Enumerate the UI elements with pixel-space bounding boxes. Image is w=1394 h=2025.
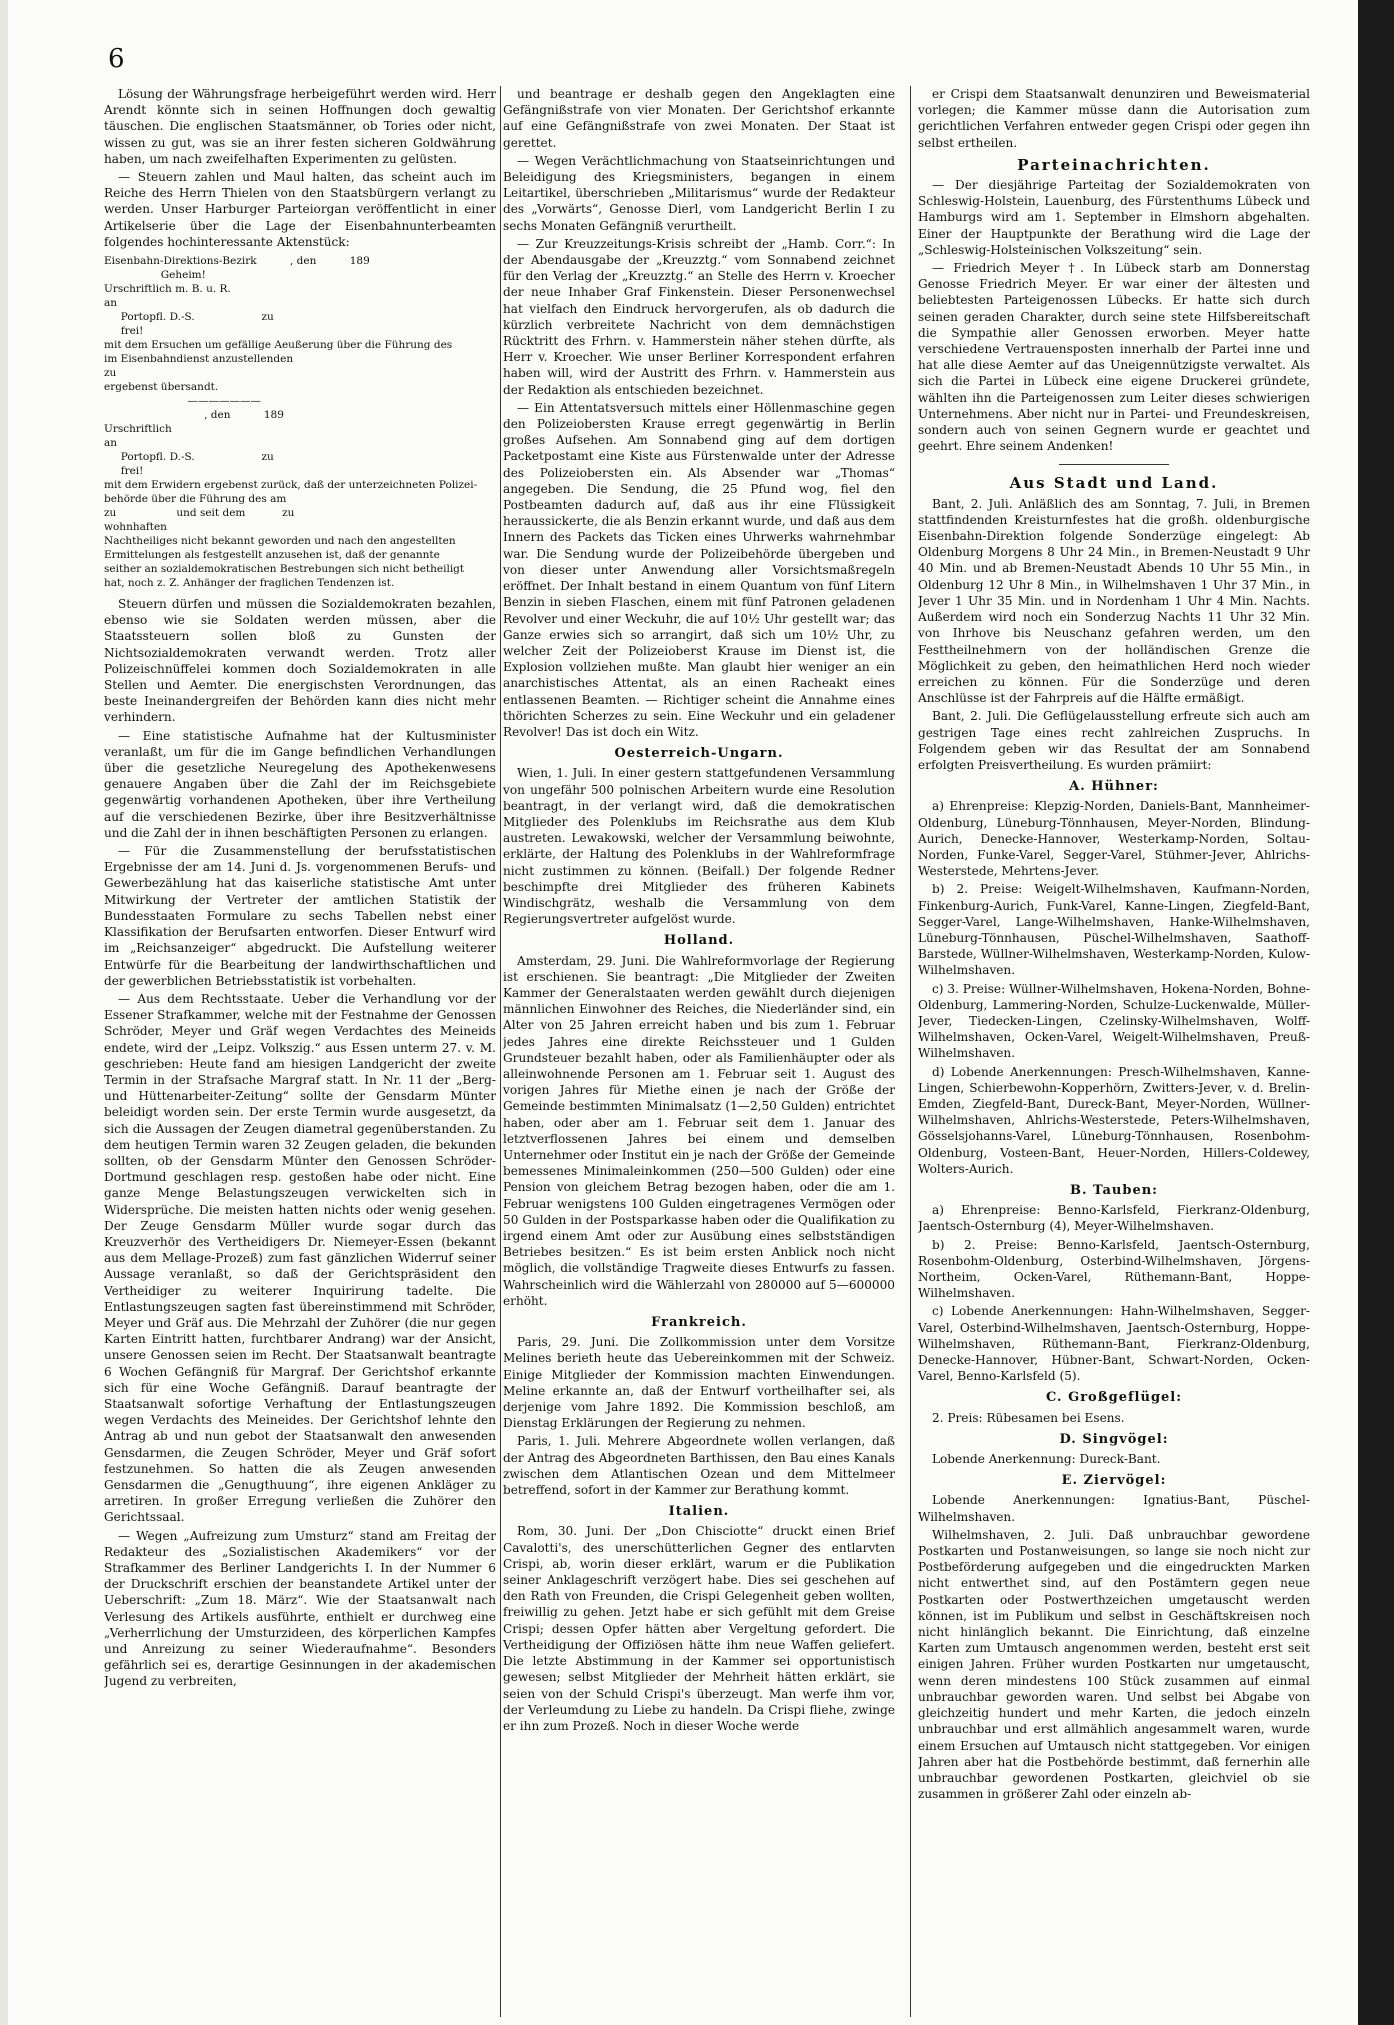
article-paragraph: — Zur Kreuzzeitungs-Krisis schreibt der „Hamb. Corr.“: In der Abendausgabe der „Kreuzztg.“ vom Sonnabend zeichnet für den Verlag der „Kreuzztg.“ an Stelle des Herrn v. Kroecher der neue Inhaber Graf Finkenstein. Dieser Personenwechsel hat vielfach den Eindruck hervorgerufen, als ob dadurch die kürzlich verbreitete Nachricht von dem demnächstigen Rücktritt des Frhrn. v. Hammerstein näher stehen dürfte, als Herr v. Kroecher. Wie unser Berliner Korrespondent erfahren haben will, wird der Austritt des Frhrn. v. Hammerstein aus der Redaktion als entschieden bezeichnet. (503, 236, 895, 397)
prize-entry: c) 3. Preise: Wüllner-Wilhelmshaven, Hokena-Norden, Bohne-Oldenburg, Lammering-Norden, Schulze-Luckenwalde, Müller-Jever, Tiedecken-Lingen, Czelinsky-Wilhelmshaven, Wolff-Wilhelmshaven, Ocken-Varel, Weigelt-Wilhelmshaven, Preuß-Wilhelmshaven. (918, 981, 1310, 1061)
article-paragraph: — Für die Zusammenstellung der berufsstatistischen Ergebnisse der am 14. Juni d. Js. vorgenommenen Berufs- und Gewerbezählung hat das kaiserliche statistische Amt unter Mitwirkung der Vertreter der amtlichen Statistik der Bundesstaaten Formulare zu sechs Tabellen nebst einer Klassifikation der Berufsarten entworfen. Dieser Entwurf wird im „Reichsanzeiger“ abgedruckt. Die Aufstellung weiterer Entwürfe für die Bearbeitung der landwirthschaftlichen und der gewerblichen Betriebsstatistik ist vorbehalten. (104, 844, 496, 988)
subsection-heading: E. Ziervögel: (1061, 1473, 1167, 1489)
article-paragraph: — Aus dem Rechtsstaate. Ueber die Verhandlung vor der Essener Strafkammer, welche mit der Festnahme der Genossen Schröder, Meyer und Gräf wegen Verdachtes des Meineids endete, wird der „Leipz. Volkszig.“ aus Essen unterm 27. v. M. geschrieben: Heute fand am hiesigen Landgericht der zweite Termin in der Strafsache Margraf statt. In Nr. 11 der „Berg- und Hüttenarbeiter-Zeitung“ sollte der Gensdarm Münter beleidigt worden sein. Der erste Termin wurde ausgesetzt, da sich die Aussagen der Zeugen diametral gegenüberstanden. Zu dem heutigen Termin waren 32 Zeugen geladen, die bekunden sollten, ob der Gensdarm Münter den Genossen Schröder-Dortmund geschlagen resp. gestoßen habe oder nicht. Eine ganze Menge Belastungszeugen verwickelten sich in Widersprüche. Die meisten hatten nichts oder wenig gesehen. Der Zeuge Gensdarm Müller wurde sogar durch das Kreuzverhör des Vertheidigers Dr. Niemeyer-Essen (bekannt aus dem Mellage-Prozeß) zum fast gänzlichen Widerruf seiner Aussage veranlaßt, so daß der Gerichtspräsident den Vertheidiger zu weiterer Inquirirung tadelte. Die Entlastungszeugen sagten fast übereinstimmend mit Schröder, Meyer und Gräf aus. Die Mehrzahl der Zuhörer (die nur gegen Karten Eintritt hatten, furchtbarer Andrang) war der Ansicht, unsere Genossen seien im Recht. Der Staatsanwalt beantragte 6 Wochen Gefängniß für Margraf. Der Gerichtshof erkannte sich für eine Woche Gefängniß. Darauf beantragte der Staatsanwalt sofortige Verhaftung der Entlastungszeugen wegen Verdachts des Meineides. Der Gerichtshof lehnte den Antrag ab und nun gebot der Staatsanwalt den anwesenden Gensdarmen, die Zeugen Schröder, Meyer und Gräf sofort festzunehmen. So hatten die als Zeugen anwesenden Gensdarmen die „Genugthuung“, ihre eigenen Ankläger zu arretiren. In großer Erregung verließen die Zuhörer den Gerichtssaal. (104, 991, 496, 1525)
article-paragraph: Bant, 2. Juli. Anläßlich des am Sonntag, 7. Juli, in Bremen stattfindenden Kreisturnfestes hat die großh. oldenburgische Eisenbahn-Direktion folgende Sonderzüge eingelegt: Ab Oldenburg Morgens 8 Uhr 24 Min., in Bremen-Neustadt 9 Uhr 40 Min. und ab Bremen-Neustadt Abends 10 Uhr 55 Min., in Oldenburg 12 Uhr 8 Min., in Wilhelmshaven 1 Uhr 37 Min., in Jever 1 Uhr 35 Min. und in Nordenham 1 Uhr 4 Min. Nachts. Außerdem wird noch ein Sonderzug Nachts 11 Uhr 32 Min. von Ihrhove bis Neuschanz gefahren werden, um den Festtheilnehmern von der holländischen Grenze die Möglichkeit zu geben, den heimathlichen Herd noch wieder erreichen zu können. Für die Sonderzüge und deren Anschlüsse ist der Fahrpreis auf die Hälfte ermäßigt. (918, 496, 1310, 706)
scan-left-margin (0, 0, 8, 2025)
form-line: frei! (104, 465, 144, 478)
subsection-heading: D. Singvögel: (1059, 1431, 1169, 1447)
document-form (104, 254, 496, 590)
form-line: , den 189 (104, 409, 284, 422)
subsection-heading: B. Tauben: (1070, 1183, 1158, 1198)
form-line: Urschriftlich (104, 423, 172, 436)
form-line: Portopfl. D.-S. zu (104, 311, 274, 324)
form-line: Portopfl. D.-S. zu (104, 451, 274, 464)
prize-list (918, 798, 1310, 1177)
prize-entry: a) Ehrenpreise: Klepzig-Norden, Daniels-Bant, Mannheimer-Oldenburg, Lüneburg-Tönnhausen, Meyer-Norden, Blindung-Aurich, Denecke-Hannover, Westerkamp-Norden, Soltau-Norden, Funke-Varel, Segger-Varel, Stühmer-Jever, Ahlrichs-Westerstede, Mehrtens-Jever. (918, 799, 1310, 879)
prize-list (918, 1451, 1310, 1467)
column-rule (500, 86, 501, 2017)
form-line: Nachtheiliges nicht bekannt geworden und nach den angestellten (104, 535, 456, 548)
prize-entry: b) 2. Preise: Weigelt-Wilhelmshaven, Kaufmann-Norden, Finkenburg-Aurich, Funk-Varel, Kanne-Lingen, Ziegfeld-Bant, Segger-Varel, Lange-Wilhelmshaven, Hanke-Wilhelmshaven, Lüneburg-Tönnhausen, Püschel-Wilhelmshaven, Saathoff-Barstede, Wüllner-Wilhelmshaven, Westerkamp-Norden, Kulow-Wilhelmshaven. (918, 882, 1310, 978)
subsection-heading: A. Hühner: (1069, 779, 1159, 795)
article-paragraph: — Steuern zahlen und Maul halten, das scheint auch im Reiche des Herrn Thielen von den Staatsbürgern verlangt zu werden. Unser Harburger Parteiorgan veröffentlicht in einer Artikelserie über die Lage der Eisenbahnunterbeamten folgendes hochinteressante Aktenstück: (104, 170, 496, 249)
prize-entry: 2. Preis: Rübesamen bei Esens. (932, 1410, 1125, 1425)
divider (1059, 464, 1169, 465)
form-line: seither an sozialdemokratischen Bestrebungen sich nicht betheiligt (104, 563, 465, 576)
section-heading: Frankreich. (651, 1315, 747, 1331)
section-heading: Holland. (663, 933, 735, 949)
section-heading: Italien. (668, 1504, 730, 1520)
article-paragraph: — Wegen „Aufreizung zum Umsturz“ stand am Freitag der Redakteur des „Sozialistischen Akademikers“ vor der Strafkammer des Berliner Landgerichts I. In der Nummer 6 der Druckschrift erschien der beanstandete Artikel unter der Ueberschrift: „Zum 18. März“. Wie der Staatsanwalt nach Verlesung des Artikels ausführte, enthielt er durchweg eine „Verherrlichung der Umsturzideen, des körperlichen Kampfes und Anreizung zu seiner Wiederaufnahme“. Besonders gefährlich sei es, derartige Gesinnungen in der akademischen Jugend zu verbreiten, (104, 1528, 496, 1689)
column-1 (104, 86, 496, 2017)
prize-entry: Lobende Anerkennung: Dureck-Bant. (932, 1452, 1161, 1467)
prize-entry: a) Ehrenpreise: Benno-Karlsfeld, Fierkranz-Oldenburg, Jaentsch-Osternburg (4), Meyer-Wilhelmshaven. (918, 1203, 1310, 1234)
section-heading: Oesterreich-Ungarn. (614, 746, 784, 762)
article-paragraph: Paris, 29. Juni. Die Zollkommission unter dem Vorsitze Melines berieth heute das Uebereinkommen mit der Schweiz. Einige Mitglieder der Kommission machten Einwendungen. Meline erkannte an, daß der Entwurf vortheilhafter sei, als derjenige vom Jahre 1892. Die Kommission beschloß, am Dienstag Erklärungen der Regierung zu nehmen. (503, 1335, 895, 1431)
article-paragraph: Amsterdam, 29. Juni. Die Wahlreformvorlage der Regierung ist erschienen. Sie beantragt: „Die Mitglieder der Zweiten Kammer der Generalstaaten werden gewählt durch diejenigen männlichen Einwohner des Reiches, die Niederländer sind, ein Alter von 25 Jahren erreicht haben und bis zum 1. Februar jedes Jahres eine direkte Reichssteuer und 1 Gulden Grundsteuer bezahlt haben, oder als Familienhäupter oder als alleinwohnende Personen am 1. Februar seit 1. August des vorigen Jahres für Miethe einen je nach der Größe der Gemeinde bestimmten Minimalsatz (1—2,50 Gulden) entrichtet haben, oder aber am 1. Februar seit dem 1. Januar des letztverflossenen Jahres bei einem und demselben Unternehmer oder Institut ein je nach der Größe der Gemeinde bemessenes Minimaleinkommen (250—500 Gulden) oder eine Pension von gleichem Betrag bezogen haben, oder die am 1. Februar wenigstens 100 Gulden eingetragenes Vermögen oder 50 Gulden in der Postsparkasse haben oder die Qualifikation zu irgend einem Amt oder zur Ausübung eines selbstständigen Betriebes besitzen.“ Es ist beim ersten Anblick noch nicht möglich, die vollständige Tragweite dieses Entwurfs zu fassen. Wahrscheinlich wird die Wählerzahl von 280000 auf 5—600000 erhöht. (503, 953, 895, 1308)
form-line: mit dem Ersuchen um gefällige Aeußerung über die Führung des (104, 339, 453, 352)
form-line: mit dem Erwidern ergebenst zurück, daß der unterzeichneten Polizei- (104, 479, 478, 492)
prize-entry: b) 2. Preise: Benno-Karlsfeld, Jaentsch-Osternburg, Rosenbohm-Oldenburg, Osterbind-Wilhelmshaven, Jörgens-Northeim, Ocken-Varel, Rüthemann-Bant, Hoppe-Wilhelmshaven. (918, 1237, 1310, 1301)
column-rule (910, 86, 911, 2017)
article-paragraph: — Wegen Verächtlichmachung von Staatseinrichtungen und Beleidigung des Kriegsministers, begangen in einem Leitartikel, überschrieben „Militarismus“ wurde der Redakteur des „Vorwärts“, Genosse Dierl, vom Landgericht Berlin I zu sechs Monaten Gefängniß verurtheilt. (503, 153, 895, 233)
prize-entry: d) Lobende Anerkennungen: Presch-Wilhelmshaven, Kanne-Lingen, Schierbewohn-Kopperhörn, Zwitters-Jever, v. d. Brelin-Emden, Ziegfeld-Bant, Dureck-Bant, Meyer-Norden, Wüllner-Wilhelmshaven, Ahlrichs-Westerstede, Peters-Wilhelmshaven, Gösselsjohanns-Varel, Lüneburg-Tönnhausen, Rosenbohm-Oldenburg, Vosteen-Bant, Heuer-Norden, Hillers-Coldewey, Wolters-Aurich. (918, 1064, 1310, 1176)
form-line: an (104, 297, 118, 310)
article-paragraph: und beantrage er deshalb gegen den Angeklagten eine Gefängnißstrafe von vier Monaten. Der Gerichtshof erkannte auf eine Gefängnißstrafe von zwei Monaten. Der Staat ist gerettet. (503, 87, 895, 150)
article-paragraph: Lösung der Währungsfrage herbeigeführt werden wird. Herr Arendt könnte sich in seinen Hoffnungen doch gewaltig täuschen. Die englischen Staatsmänner, ob Tories oder nicht, wissen zu gut, was sie an ihrer festen sicheren Goldwährung haben, um nach zweifelhaften Experimenten zu gelüsten. (104, 87, 496, 166)
form-line: Eisenbahn-Direktions-Bezirk , den 189 (104, 255, 370, 268)
form-line: behörde über die Führung des am (104, 493, 287, 506)
article-paragraph: — Der diesjährige Parteitag der Sozialdemokraten von Schleswig-Holstein, Lauenburg, des Fürstenthums Lübeck und Hamburgs wird am 1. September in Elmshorn abgehalten. Einer der Hauptpunkte der Berathung wird die Lage der „Schleswig-Holsteinischen Volkszeitung“ sein. (918, 178, 1310, 257)
article-paragraph: Paris, 1. Juli. Mehrere Abgeordnete wollen verlangen, daß der Antrag des Abgeordneten Barthissen, den Bau eines Kanals zwischen dem Atlantischen Ozean und dem Mittelmeer betreffend, sofort in der Kammer zur Berathung kommt. (503, 1434, 895, 1498)
article-paragraph: — Ein Attentatsversuch mittels einer Höllenmaschine gegen den Polizeiobersten Krause erregt gegenwärtig in Berlin großes Aufsehen. Am Sonnabend ging auf dem dortigen Packetpostamt eine Kiste aus Fürstenwalde unter der Adresse des Polizeiobersten ein. Als Absender war „Thomas“ angegeben. Die Sendung, die 25 Pfund wog, fiel den Postbeamten dadurch auf, daß aus ihr eine Flüssigkeit heraussickerte, die als Benzin erkannt wurde, und daß aus dem Innern des Packets das Ticken eines Uhrwerks wahrnehmbar war. Die Sendung wurde der Polizeibehörde übergeben und von dieser unter Anwendung aller Vorsichtsmaßregeln eröffnet. Der Inhalt bestand in einem Quantum von fünf Litern Benzin in sieben Flaschen, einem mit fünf Patronen geladenen Revolver und einer Weckuhr, die auf 10½ Uhr gestellt war; das Ganze erwies sich so arrangirt, daß sich um 10½ Uhr, zu welcher Zeit der Polizeioberst Krause im Dienst ist, die Explosion vollziehen mußte. Man glaubt hier weniger an ein anarchistisches Attentat, als an einen Racheakt eines entlassenen Beamten. — Richtiger scheint die Annahme eines thörichten Scherzes zu sein. Eine Weckuhr und ein geladener Revolver! Das ist doch ein Witz. (503, 400, 895, 739)
article-paragraph: Steuern dürfen und müssen die Sozialdemokraten bezahlen, ebenso wie sie Soldaten werden müssen, aber die Staatssteuern sollen bloß zu Gunsten der Nichtsozialdemokraten verwandt werden. Trotz aller Polizeischnüffelei kommen doch Sozialdemokraten in alle Stellen und Aemter. Die energischsten Verordnungen, das beste Ineinandergreifen der Behörden kann dies nicht mehr verhindern. (104, 597, 496, 725)
article-paragraph: — Eine statistische Aufnahme hat der Kultusminister veranlaßt, um für die im Gange befindlichen Verhandlungen über die gesetzliche Neuregelung des Apothekenwesens genauere Angaben über die Zahl der im Reichsgebiete gegenwärtig vorhandenen Apotheken, über ihre Vertheilung auf die verschiedenen Bezirke, über ihre Besitzverhältnisse und die Zahl der in ihnen beschäftigten Personen zu erlangen. (104, 728, 496, 840)
article-paragraph: Wien, 1. Juli. In einer gestern stattgefundenen Versammlung von ungefähr 500 polnischen Arbeitern wurde eine Resolution beantragt, in der verlangt wird, daß die demokratischen Mitglieder des Polenklubs im Reichsrathe aus dem Klub austreten. Lewakowski, welcher der Versammlung beiwohnte, erklärte, der Haltung des Polenklubs in der Wahlreformfrage nicht zustimmen zu können. (Beifall.) Der folgende Redner beschimpfte drei Mitglieder des früheren Kabinets Windischgrätz, weshalb die Versammlung von dem Regierungsvertreter aufgelöst wurde. (503, 766, 895, 927)
column-3 (918, 86, 1310, 2017)
section-heading: Parteinachrichten. (1017, 155, 1211, 174)
subsection-heading: C. Großgeflügel: (1045, 1390, 1183, 1406)
form-line: wohnhaften (104, 521, 167, 534)
article-paragraph: er Crispi dem Staatsanwalt denunziren und Beweismaterial vorlegen; die Kammer müsse dann die Autorisation zum gerichtlichen Verfahren entweder gegen Crispi oder gegen ihn selbst ertheilen. (918, 87, 1310, 150)
form-line: Urschriftlich m. B. u. R. (104, 283, 231, 296)
form-line: im Eisenbahndienst anzustellenden (104, 353, 294, 366)
form-line: ——————— (104, 395, 261, 408)
article-paragraph: Wilhelmshaven, 2. Juli. Daß unbrauchbar gewordene Postkarten und Postanweisungen, so lange sie noch nicht zur Postbeförderung aufgegeben und die eingedruckten Marken nicht entwerthet sind, auf den Postämtern gegen neue Postkarten oder Postwerthzeichen umgetauscht werden können, ist im Publikum und selbst in Geschäftskreisen noch nicht hinlänglich bekannt. Die Einrichtung, daß einzelne Karten zum Umtausch angenommen werden, besteht erst seit einigen Jahren. Früher wurden Postkarten nur umgetauscht, wenn deren mindestens 100 Stück zusammen auf einmal unbrauchbar geworden waren. Und selbst bei Abgabe von gleichzeitig hundert und mehr Karten, die jedoch einzeln unbrauchbar und erst allmählich angesammelt waren, wurde einem Ersuchen auf Umtausch nicht stattgegeben. Vor einigen Jahren aber hat die Postbehörde bestimmt, daß fernerhin alle unbrauchbar gewordenen Postkarten, gleichviel ob sie zusammen in größerer Zahl oder einzeln ab- (918, 1527, 1310, 1802)
form-line: an (104, 437, 118, 450)
prize-list (918, 1410, 1310, 1426)
article-paragraph: Bant, 2. Juli. Die Geflügelausstellung erfreute sich auch am gestrigen Tage eines recht zahlreichen Zuspruchs. In Folgendem geben wir das Resultat der am Sonnabend erfolgten Preisvertheilung. Es wurden prämiirt: (918, 709, 1310, 772)
form-line: frei! (104, 325, 144, 338)
section-heading: Aus Stadt und Land. (1009, 474, 1219, 493)
form-line: Ermittelungen als festgestellt anzusehen ist, daß der genannte (104, 549, 440, 562)
prize-list (918, 1492, 1310, 1524)
article-paragraph: — Friedrich Meyer †. In Lübeck starb am Donnerstag Genosse Friedrich Meyer. Er war einer der ältesten und beliebtesten Parteigenossen Lübecks. Er hatte sich durch seinen geraden Charakter, durch seine stete Hilfsbereitschaft die Sympathie aller Genossen erworben. Meyer hatte verschiedene Vertrauensposten innerhalb der Partei inne und hat alle diese Aemter auf das Uneigennützigste verwaltet. Als sich die Partei in Lübeck eine eigene Druckerei gründete, wählten ihn die Parteigenossen zum Leiter dieses schwierigen Unternehmens. Aber nicht nur in Partei- und Freundeskreisen, sondern auch von seinen Gegnern wurde er geachtet und geehrt. Ehre seinem Andenken! (918, 261, 1310, 454)
page-number: 6 (108, 44, 125, 74)
form-line: zu und seit dem zu (104, 507, 295, 520)
form-line: hat, noch z. Z. Anhänger der fraglichen Tendenzen ist. (104, 577, 395, 590)
form-line: zu (104, 367, 117, 380)
scan-right-edge (1358, 0, 1394, 2025)
prize-entry: Lobende Anerkennungen: Ignatius-Bant, Püschel-Wilhelmshaven. (918, 1493, 1310, 1524)
prize-entry: c) Lobende Anerkennungen: Hahn-Wilhelmshaven, Segger-Varel, Osterbind-Wilhelmshaven, Jaentsch-Osternburg, Hoppe-Wilhelmshaven, Rüthemann-Bant, Fierkranz-Oldenburg, Denecke-Hannover, Hübner-Bant, Schwart-Norden, Ocken-Varel, Benno-Karlsfeld (5). (918, 1304, 1310, 1384)
prize-list (918, 1202, 1310, 1384)
article-paragraph: Rom, 30. Juni. Der „Don Chisciotte“ druckt einen Brief Cavalotti's, des unerschütterlichen Gegner des entlarvten Crispi, ab, worin dieser erklärt, warum er die Publikation seiner Anklageschrift verzögert habe. Dies sei geschehen auf den Rath von Freunden, die Crispi Gelegenheit geben wollten, freiwillig zu gehen. Jetzt habe er sich gefühlt mit dem Greise Crispi; dessen Opfer hätten aber Vergeltung gefordert. Die Vertheidigung der Offiziösen hätte ihm neue Waffen geliefert. Die letzte Abstimmung in der Kammer sei opportunistisch gewesen; selbst Mitglieder der Mehrheit hätten erklärt, sie seien von der Schuld Crispi's überzeugt. Man werfe ihm vor, der Verleumdung zu Liebe zu handeln. Da Crispi fliehe, zwinge er ihn zum Prozeß. Noch in dieser Woche werde (503, 1524, 895, 1733)
form-line: ergebenst übersandt. (104, 381, 219, 394)
form-line: Geheim! (104, 269, 206, 282)
column-2 (503, 86, 895, 2017)
